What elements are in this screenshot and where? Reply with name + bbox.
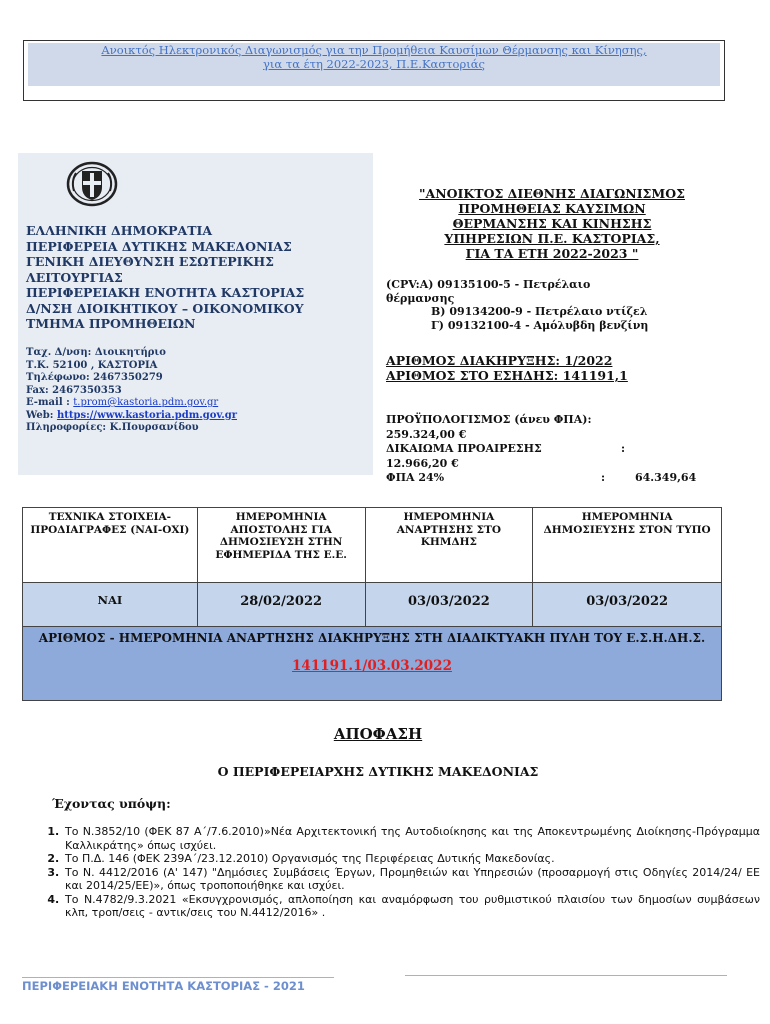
cpv-codes — [386, 278, 726, 332]
table-cell: 03/03/2022 — [533, 583, 722, 627]
header-line-2: για τα έτη 2022-2023, Π.Ε.Καστοριάς — [263, 57, 485, 71]
portal-label: ΑΡΙΘΜΟΣ - ΗΜΕΡΟΜΗΝΙΑ ΑΝΑΡΤΗΣΗΣ ΔΙΑΚΗΡΥΞΗΣ ΣΤΗ ΔΙΑΔΙΚΤΥΑΚΗ ΠΥΛΗ ΤΟΥ Ε.Σ.Η.ΔΗ.Σ. — [38, 631, 706, 645]
eshdhs-number: ΑΡΙΘΜΟΣ ΣΤΟ ΕΣΗΔΗΣ: 141191,1 — [386, 368, 628, 383]
vat-value: 64.349,64 — [635, 471, 697, 484]
table-header-cell: ΗΜΕΡΟΜΗΝΙΑ ΑΠΟΣΤΟΛΗΣ ΓΙΑ ΔΗΜΟΣΙΕΥΣΗ ΣΤΗΝ ΕΦΗΜΕΡΙΔΑ ΤΗΣ Ε.Ε. — [197, 508, 365, 583]
declaration-info — [386, 353, 726, 383]
email-label: E-mail : — [26, 397, 74, 408]
email-link[interactable]: t.prom@kastoria.pdm.gov.gr — [73, 397, 219, 408]
page-footer: ΠΕΡΙΦΕΡΕΙΑΚΗ ΕΝΟΤΗΤΑ ΚΑΣΤΟΡΙΑΣ - 2021 — [22, 979, 305, 993]
tender-title-line: ΠΡΟΜΗΘΕΙΑΣ ΚΑΥΣΙΜΩΝ — [458, 201, 646, 216]
info-contact: Πληροφορίες: Κ.Πουρσανίδου — [26, 422, 199, 433]
option-value: 12.966,20 € — [386, 456, 459, 470]
document-header — [28, 43, 720, 86]
budget-value: 259.324,00 € — [386, 427, 467, 441]
org-line: ΠΕΡΙΦΕΡΕΙΑ ΔΥΤΙΚΗΣ ΜΑΚΕΔΟΝΙΑΣ — [26, 238, 292, 254]
option-colon: : — [621, 442, 626, 455]
having-regard-heading: Έχοντας υπόψη: — [52, 796, 171, 811]
publication-table — [22, 507, 722, 701]
list-item: 3. Το Ν. 4412/2016 (Α' 147) "Δημόσιες Συμβάσεις Έργων, Προμηθειών και Υπηρεσιών (προσαρμογή στις Οδηγίες 2014/24/ ΕΕ και 2014/25/ΕΕ)», όπως τροποποιήθηκε και ισχύει. — [63, 866, 760, 893]
table-header-cell: ΤΕΧΝΙΚΑ ΣΤΟΙΧΕΙΑ-ΠΡΟΔΙΑΓΡΑΦΕΣ (ΝΑΙ-ΟΧΙ) — [23, 508, 198, 583]
greek-coat-of-arms-icon — [66, 161, 118, 207]
authority-title: Ο ΠΕΡΙΦΕΡΕΙΑΡΧΗΣ ΔΥΤΙΚΗΣ ΜΑΚΕΔΟΝΙΑΣ — [217, 764, 539, 779]
vat-row — [386, 471, 721, 486]
org-line: Δ/ΝΣΗ ΔΙΟΙΚΗΤΙΚΟΥ – ΟΙΚΟΝΟΜΙΚΟΥ — [26, 300, 304, 316]
table-row — [23, 583, 722, 627]
option-label: ΔΙΚΑΙΩΜΑ ΠΡΟΑΙΡΕΣΗΣ — [386, 442, 542, 455]
option-row — [386, 442, 721, 457]
cpv-a: (CPV:A) 09135100-5 - Πετρέλαιο θέρμανσης — [386, 278, 591, 305]
table-cell: 28/02/2022 — [197, 583, 365, 627]
portal-link[interactable]: 141191.1/03.03.2022 — [292, 658, 452, 674]
tender-title-line: ΥΠΗΡΕΣΙΩΝ Π.Ε. ΚΑΣΤΟΡΙΑΣ, — [444, 231, 660, 246]
phone: Τηλέφωνο: 2467350279 — [26, 372, 163, 383]
org-line: ΓΕΝΙΚΗ ΔΙΕΥΘΥΝΣΗ ΕΣΩΤΕΡΙΚΗΣ ΛΕΙΤΟΥΡΓΙΑΣ — [26, 254, 275, 285]
organization-block — [26, 223, 371, 332]
tender-title-line: ΓΙΑ ΤΑ ΕΤΗ 2022-2023 " — [465, 246, 639, 261]
email-row — [26, 397, 371, 410]
table-header-row — [23, 508, 722, 583]
footer-divider-left — [22, 977, 334, 978]
decision-title: ΑΠΟΦΑΣΗ — [333, 725, 423, 743]
address: Ταχ. Δ/νση: Διοικητήριο — [26, 347, 166, 358]
postal-code: Τ.Κ. 52100 , ΚΑΣΤΟΡΙΑ — [26, 359, 158, 371]
web-label: Web: — [26, 409, 57, 421]
budget-label: ΠΡΟΫΠΟΛΟΓΙΣΜΟΣ (άνευ ΦΠΑ): — [386, 413, 592, 426]
cpv-c: Γ) 09132100-4 - Αμόλυβδη βενζίνη — [431, 318, 649, 332]
org-line: ΤΜΗΜΑ ΠΡΟΜΗΘΕΙΩΝ — [26, 316, 196, 331]
list-item: 1. Το Ν.3852/10 (ΦΕΚ 87 Α΄/7.6.2010)»Νέα Αρχιτεκτονική της Αυτοδιοίκησης και της Αποκεντρωμένης Διοίκησης-Πρόγραμμα Καλλικράτης» όπως ισχύει. — [63, 825, 760, 852]
legal-references-list — [37, 825, 760, 920]
tender-title — [386, 186, 718, 261]
org-line: ΠΕΡΙΦΕΡΕΙΑΚΗ ΕΝΟΤΗΤΑ ΚΑΣΤΟΡΙΑΣ — [26, 285, 305, 300]
portal-row — [23, 627, 722, 701]
contact-block — [26, 347, 371, 435]
header-line-1: Ανοικτός Ηλεκτρονικός Διαγωνισμός για την Προμήθεια Καυσίμων Θέρμανσης και Κίνησης, — [101, 43, 647, 57]
list-item: 2. Το Π.Δ. 146 (ΦΕΚ 239Α΄/23.12.2010) Οργανισμός της Περιφέρειας Δυτικής Μακεδονίας. — [63, 852, 760, 866]
table-cell: ΝΑΙ — [23, 583, 198, 627]
tender-title-line: "ΑΝΟΙΚΤΟΣ ΔΙΕΘΝΗΣ ΔΙΑΓΩΝΙΣΜΟΣ — [419, 186, 685, 201]
web-link[interactable]: https://www.kastoria.pdm.gov.gr — [56, 409, 237, 421]
budget-block — [386, 413, 721, 486]
list-item: 4. Το Ν.4782/9.3.2021 «Εκσυγχρονισμός, απλοποίηση και αναμόρφωση του ρυθμιστικού πλαισίου των δημοσίων συμβάσεων κλπ, τροπ/σεις - αντικ/σεις του Ν.4412/2016» . — [63, 893, 760, 920]
declaration-number: ΑΡΙΘΜΟΣ ΔΙΑΚΗΡΥΞΗΣ: 1/2022 — [386, 353, 613, 368]
portal-cell — [23, 627, 722, 701]
fax: Fax: 2467350353 — [26, 384, 122, 396]
vat-colon: : — [601, 471, 606, 484]
web-row — [26, 410, 371, 423]
table-cell: 03/03/2022 — [365, 583, 533, 627]
org-line: ΕΛΛΗΝΙΚΗ ΔΗΜΟΚΡΑΤΙΑ — [26, 223, 213, 238]
tender-title-line: ΘΕΡΜΑΝΣΗΣ ΚΑΙ ΚΙΝΗΣΗΣ — [452, 216, 652, 231]
footer-divider-right — [405, 975, 727, 976]
table-header-cell: ΗΜΕΡΟΜΗΝΙΑ ΔΗΜΟΣΙΕΥΣΗΣ ΣΤΟΝ ΤΥΠΟ — [533, 508, 722, 583]
cpv-b: B) 09134200-9 - Πετρέλαιο ντίζελ — [431, 305, 648, 318]
table-header-cell: ΗΜΕΡΟΜΗΝΙΑ ΑΝΑΡΤΗΣΗΣ ΣΤΟ ΚΗΜΔΗΣ — [365, 508, 533, 583]
vat-label: ΦΠΑ 24% — [386, 471, 445, 484]
